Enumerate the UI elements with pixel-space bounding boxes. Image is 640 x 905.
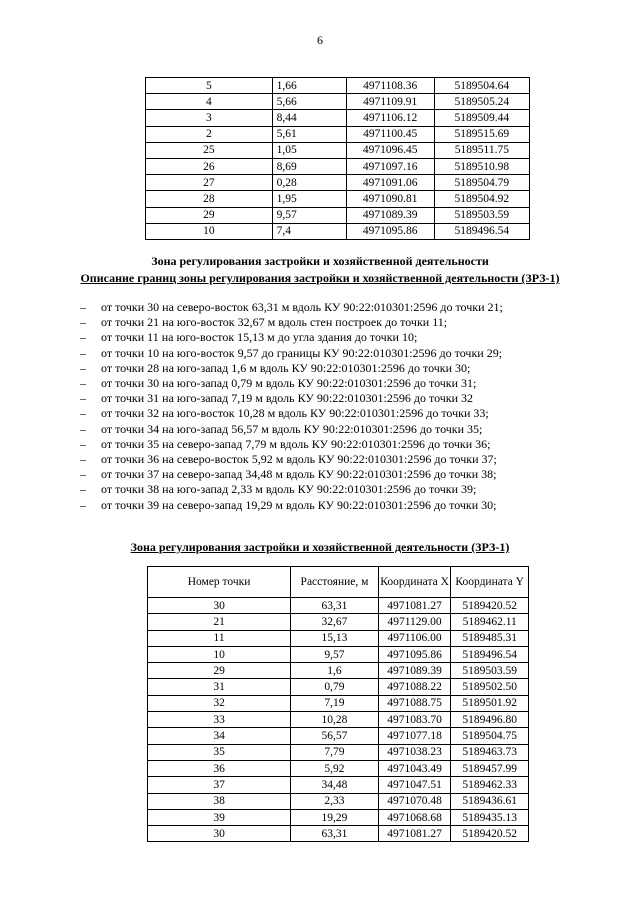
coordinate-y-cell: 5189504.64 bbox=[434, 78, 529, 94]
coordinate-x-cell: 4971108.36 bbox=[346, 78, 434, 94]
segment-text: от точки 21 на юго-восток 32,67 м вдоль стен построек до точки 11; bbox=[101, 315, 448, 330]
list-item bbox=[80, 330, 503, 345]
coordinate-y-cell: 5189504.92 bbox=[434, 191, 529, 207]
point-number-cell: 26 bbox=[146, 158, 273, 174]
table-row bbox=[148, 630, 529, 646]
table-row bbox=[146, 207, 530, 223]
table-row bbox=[148, 663, 529, 679]
boundary-segments-list bbox=[80, 300, 503, 513]
coordinate-x-cell: 4971083.70 bbox=[378, 712, 451, 728]
point-number-cell: 39 bbox=[148, 809, 291, 825]
coordinate-y-cell: 5189420.52 bbox=[451, 598, 529, 614]
point-number-cell: 30 bbox=[148, 826, 291, 842]
table-row bbox=[148, 777, 529, 793]
distance-cell: 0,28 bbox=[272, 175, 346, 191]
list-item bbox=[80, 300, 503, 315]
distance-cell: 5,61 bbox=[272, 126, 346, 142]
coordinate-x-cell: 4971091.06 bbox=[346, 175, 434, 191]
coordinate-x-cell: 4971106.12 bbox=[346, 110, 434, 126]
list-item bbox=[80, 376, 503, 391]
distance-cell: 63,31 bbox=[291, 826, 379, 842]
segment-text: от точки 31 на юго-запад 7,19 м вдоль КУ 90:22:010301:2596 до точки 32 bbox=[101, 391, 474, 406]
list-item bbox=[80, 422, 503, 437]
zone-title: Зона регулирования застройки и хозяйственной деятельности bbox=[151, 254, 489, 268]
list-item bbox=[80, 391, 503, 406]
coordinate-x-cell: 4971077.18 bbox=[378, 728, 451, 744]
coordinate-x-cell: 4971047.51 bbox=[378, 777, 451, 793]
segment-text: от точки 28 на юго-запад 1,6 м вдоль КУ 90:22:010301:2596 до точки 30; bbox=[101, 360, 471, 375]
distance-cell: 56,57 bbox=[291, 728, 379, 744]
list-item bbox=[80, 498, 503, 513]
distance-cell: 15,13 bbox=[291, 630, 379, 646]
coordinate-y-cell: 5189496.80 bbox=[451, 712, 529, 728]
segment-text: от точки 37 на северо-запад 34,48 м вдоль КУ 90:22:010301:2596 до точки 38; bbox=[101, 467, 497, 482]
segment-text: от точки 39 на северо-запад 19,29 м вдоль КУ 90:22:010301:2596 до точки 30; bbox=[101, 497, 497, 512]
header-coordinate-y: Координата Y bbox=[451, 567, 529, 598]
coordinates-table bbox=[147, 566, 529, 842]
table-row bbox=[146, 94, 530, 110]
bullet-dash: – bbox=[80, 406, 86, 421]
distance-cell: 0,79 bbox=[291, 679, 379, 695]
list-item bbox=[80, 346, 503, 361]
header-distance: Расстояние, м bbox=[291, 567, 379, 598]
page-number: 6 bbox=[317, 33, 323, 47]
segment-text: от точки 36 на северо-восток 5,92 м вдоль КУ 90:22:010301:2596 до точки 37; bbox=[101, 452, 497, 467]
list-item bbox=[80, 361, 503, 376]
bullet-dash: – bbox=[80, 345, 86, 360]
coordinate-y-cell: 5189496.54 bbox=[434, 223, 529, 239]
coordinate-y-cell: 5189435.13 bbox=[451, 809, 529, 825]
coordinate-x-cell: 4971070.48 bbox=[378, 793, 451, 809]
point-number-cell: 27 bbox=[146, 175, 273, 191]
coordinate-x-cell: 4971068.68 bbox=[378, 809, 451, 825]
point-number-cell: 5 bbox=[146, 78, 273, 94]
coordinate-y-cell: 5189510.98 bbox=[434, 158, 529, 174]
coordinate-y-cell: 5189457.99 bbox=[451, 760, 529, 776]
table-row bbox=[148, 826, 529, 842]
coordinate-x-cell: 4971095.86 bbox=[346, 223, 434, 239]
point-number-cell: 4 bbox=[146, 94, 273, 110]
bullet-dash: – bbox=[80, 452, 86, 467]
coordinate-y-cell: 5189509.44 bbox=[434, 110, 529, 126]
table-row bbox=[146, 110, 530, 126]
coordinate-x-cell: 4971109.91 bbox=[346, 94, 434, 110]
bullet-dash: – bbox=[80, 482, 86, 497]
point-number-cell: 10 bbox=[148, 646, 291, 662]
table-row bbox=[146, 158, 530, 174]
table-row bbox=[146, 78, 530, 94]
point-number-cell: 37 bbox=[148, 777, 291, 793]
point-number-cell: 38 bbox=[148, 793, 291, 809]
coordinate-y-cell: 5189503.59 bbox=[451, 663, 529, 679]
header-coordinate-x: Координата X bbox=[378, 567, 451, 598]
segment-text: от точки 38 на юго-запад 2,33 м вдоль КУ 90:22:010301:2596 до точки 39; bbox=[101, 482, 477, 497]
table-row bbox=[148, 695, 529, 711]
distance-cell: 1,6 bbox=[291, 663, 379, 679]
point-number-cell: 30 bbox=[148, 598, 291, 614]
coordinate-x-cell: 4971081.27 bbox=[378, 826, 451, 842]
bullet-dash: – bbox=[80, 436, 86, 451]
segment-text: от точки 10 на юго-восток 9,57 до границы КУ 90:22:010301:2596 до точки 29; bbox=[101, 345, 503, 360]
point-number-cell: 25 bbox=[146, 142, 273, 158]
coordinate-y-cell: 5189462.11 bbox=[451, 614, 529, 630]
table-row bbox=[148, 744, 529, 760]
point-number-cell: 29 bbox=[148, 663, 291, 679]
table-row bbox=[148, 646, 529, 662]
distance-cell: 7,19 bbox=[291, 695, 379, 711]
coordinate-x-cell: 4971038.23 bbox=[378, 744, 451, 760]
coordinate-x-cell: 4971129.00 bbox=[378, 614, 451, 630]
table-row bbox=[148, 614, 529, 630]
table-row bbox=[148, 809, 529, 825]
distance-cell: 32,67 bbox=[291, 614, 379, 630]
table-row bbox=[148, 793, 529, 809]
coordinate-y-cell: 5189515.69 bbox=[434, 126, 529, 142]
table-row bbox=[148, 598, 529, 614]
distance-cell: 5,66 bbox=[272, 94, 346, 110]
distance-cell: 1,05 bbox=[272, 142, 346, 158]
coordinate-y-cell: 5189462.33 bbox=[451, 777, 529, 793]
distance-cell: 7,79 bbox=[291, 744, 379, 760]
coordinate-y-cell: 5189501.92 bbox=[451, 695, 529, 711]
segment-text: от точки 30 на северо-восток 63,31 м вдоль КУ 90:22:010301:2596 до точки 21; bbox=[101, 300, 503, 314]
table-row bbox=[146, 142, 530, 158]
list-item bbox=[80, 482, 503, 497]
distance-cell: 10,28 bbox=[291, 712, 379, 728]
segment-text: от точки 32 на юго-восток 10,28 м вдоль КУ 90:22:010301:2596 до точки 33; bbox=[101, 406, 489, 421]
distance-cell: 63,31 bbox=[291, 598, 379, 614]
segment-text: от точки 35 на северо-запад 7,79 м вдоль КУ 90:22:010301:2596 до точки 36; bbox=[101, 436, 491, 451]
coordinate-x-cell: 4971088.75 bbox=[378, 695, 451, 711]
list-item bbox=[80, 406, 503, 421]
coordinate-x-cell: 4971088.22 bbox=[378, 679, 451, 695]
distance-cell: 1,66 bbox=[272, 78, 346, 94]
coordinate-y-cell: 5189504.79 bbox=[434, 175, 529, 191]
distance-cell: 9,57 bbox=[272, 207, 346, 223]
header-point-number: Номер точки bbox=[148, 567, 291, 598]
table-row bbox=[148, 679, 529, 695]
point-number-cell: 31 bbox=[148, 679, 291, 695]
bullet-dash: – bbox=[80, 391, 86, 406]
point-number-cell: 11 bbox=[148, 630, 291, 646]
distance-cell: 9,57 bbox=[291, 646, 379, 662]
list-item bbox=[80, 315, 503, 330]
bullet-dash: – bbox=[80, 376, 86, 391]
distance-cell: 8,69 bbox=[272, 158, 346, 174]
segment-text: от точки 34 на юго-запад 56,57 м вдоль КУ 90:22:010301:2596 до точки 35; bbox=[101, 421, 483, 436]
coordinate-x-cell: 4971081.27 bbox=[378, 598, 451, 614]
table-row bbox=[146, 223, 530, 239]
bullet-dash: – bbox=[80, 315, 86, 330]
table-row bbox=[148, 712, 529, 728]
bullet-dash: – bbox=[80, 421, 86, 436]
point-number-cell: 36 bbox=[148, 760, 291, 776]
point-number-cell: 32 bbox=[148, 695, 291, 711]
table-row bbox=[146, 175, 530, 191]
table-row bbox=[146, 126, 530, 142]
segment-text: от точки 11 на юго-восток 15,13 м до угла здания до точки 10; bbox=[101, 330, 418, 345]
point-number-cell: 28 bbox=[146, 191, 273, 207]
point-number-cell: 29 bbox=[146, 207, 273, 223]
coordinate-x-cell: 4971097.16 bbox=[346, 158, 434, 174]
coordinate-x-cell: 4971096.45 bbox=[346, 142, 434, 158]
list-item bbox=[80, 452, 503, 467]
coordinate-y-cell: 5189463.73 bbox=[451, 744, 529, 760]
distance-cell: 34,48 bbox=[291, 777, 379, 793]
list-item bbox=[80, 437, 503, 452]
point-number-cell: 33 bbox=[148, 712, 291, 728]
coordinate-y-cell: 5189420.52 bbox=[451, 826, 529, 842]
distance-cell: 8,44 bbox=[272, 110, 346, 126]
point-number-cell: 3 bbox=[146, 110, 273, 126]
point-number-cell: 2 bbox=[146, 126, 273, 142]
list-item bbox=[80, 467, 503, 482]
bullet-dash: – bbox=[80, 330, 86, 345]
coordinate-y-cell: 5189505.24 bbox=[434, 94, 529, 110]
distance-cell: 5,92 bbox=[291, 760, 379, 776]
bullet-dash: – bbox=[80, 360, 86, 375]
coordinate-y-cell: 5189496.54 bbox=[451, 646, 529, 662]
coordinate-y-cell: 5189436.61 bbox=[451, 793, 529, 809]
bullet-dash: – bbox=[80, 467, 86, 482]
distance-cell: 19,29 bbox=[291, 809, 379, 825]
distance-cell: 7,4 bbox=[272, 223, 346, 239]
coordinate-y-cell: 5189502.50 bbox=[451, 679, 529, 695]
coordinate-x-cell: 4971100.45 bbox=[346, 126, 434, 142]
coordinate-y-cell: 5189503.59 bbox=[434, 207, 529, 223]
distance-cell: 2,33 bbox=[291, 793, 379, 809]
table-row bbox=[146, 191, 530, 207]
point-number-cell: 21 bbox=[148, 614, 291, 630]
coordinate-y-cell: 5189485.31 bbox=[451, 630, 529, 646]
coordinate-x-cell: 4971089.39 bbox=[378, 663, 451, 679]
point-number-cell: 35 bbox=[148, 744, 291, 760]
boundary-description-title: Описание границ зоны регулирования застройки и хозяйственной деятельности (ЗРЗ-1) bbox=[80, 271, 560, 285]
table-row bbox=[148, 760, 529, 776]
coordinate-x-cell: 4971043.49 bbox=[378, 760, 451, 776]
coordinate-y-cell: 5189504.75 bbox=[451, 728, 529, 744]
coordinates-table-continuation bbox=[145, 77, 530, 240]
point-number-cell: 10 bbox=[146, 223, 273, 239]
coordinate-y-cell: 5189511.75 bbox=[434, 142, 529, 158]
coordinate-x-cell: 4971089.39 bbox=[346, 207, 434, 223]
table-header-row bbox=[148, 567, 529, 598]
coordinate-x-cell: 4971095.86 bbox=[378, 646, 451, 662]
table-row bbox=[148, 728, 529, 744]
bullet-dash: – bbox=[80, 300, 86, 314]
coordinates-table-title: Зона регулирования застройки и хозяйственной деятельности (ЗРЗ-1) bbox=[130, 540, 510, 554]
coordinate-x-cell: 4971090.81 bbox=[346, 191, 434, 207]
bullet-dash: – bbox=[80, 497, 86, 512]
distance-cell: 1,95 bbox=[272, 191, 346, 207]
point-number-cell: 34 bbox=[148, 728, 291, 744]
coordinate-x-cell: 4971106.00 bbox=[378, 630, 451, 646]
segment-text: от точки 30 на юго-запад 0,79 м вдоль КУ 90:22:010301:2596 до точки 31; bbox=[101, 376, 477, 391]
